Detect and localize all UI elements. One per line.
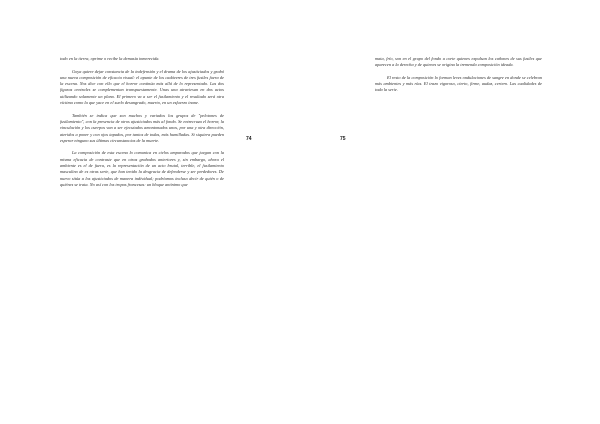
left-page-text [60, 56, 224, 195]
right-page-number: 75 [340, 136, 346, 142]
left-paragraph-1: todo en la tierra, oprime o recibe la demasía inmerecida. [60, 56, 160, 61]
left-paragraph-4: La composición de esta escena lo comunica en cielos amparados que juegan con la misma eficacia de contraste que en otras grabados anteriores y, sin embargo, ahora el ambiente es el de fuera, es la representación de un acto brutal, terrible, el fusilamiento masculino de es otras serie, que han tenido la desgracia de defenderse y ser perdedores. De nuevo sitúa a los ajusticiados de manera individual; podríamos incluso decir de quién o de quiénes se trata. No así con los tropas francesas: un bloque anónimo que [60, 150, 224, 187]
right-paragraph-2: El resto de la composición lo forman leves ondulaciones de sangre en donde se celebran más ambientes y más rías. El trazo vigoroso, cierto, firme, audaz, certero. Las cualidades de toda la serie. [375, 74, 542, 93]
left-paragraph-3: También se indica que son muchos y variados los grupos de "pelotones de fusilamiento", con la presencia de otros ajusticiados más al fondo. Se entrecruza el horror, la vinculación y los cuerpos van a ser ejecutados amontonados unos, por una y otra dirección, ateridos a poner y con ojos tapados, por tantos de todas, más humilladas. Si siquiera pueden esperar ninguno sus últimas circunstancias de la muerte. [60, 112, 224, 143]
left-paragraph-2: Goya quiere dejar constancia de la indefensión y el drama de los ajusticiados y grabó una nueva composición de eficacia visual: el apunte de los cadáveres de tres fusiles fuera de la escena. Nos dice con ello que el horror continúa más allá de lo representado. Las dos figuras centrales se complementan transpuestamente. Unas una atraviesan en dos actos utilizando solamente un plano. El primero va a ser el fusilamiento y el resultado será otra víctima como la que yace en el suelo desangrado, muerto, en un esfuerzo inane. [60, 68, 224, 106]
right-page-text [375, 56, 542, 100]
right-paragraph-1: mata, frío, son en el grupo del fondo a corte quienes expulsan los cañones de sus fusiles que aparecen a la derecha y de quienes se origina la tremenda composición ideada. [375, 56, 542, 68]
left-page-number: 74 [246, 136, 252, 142]
